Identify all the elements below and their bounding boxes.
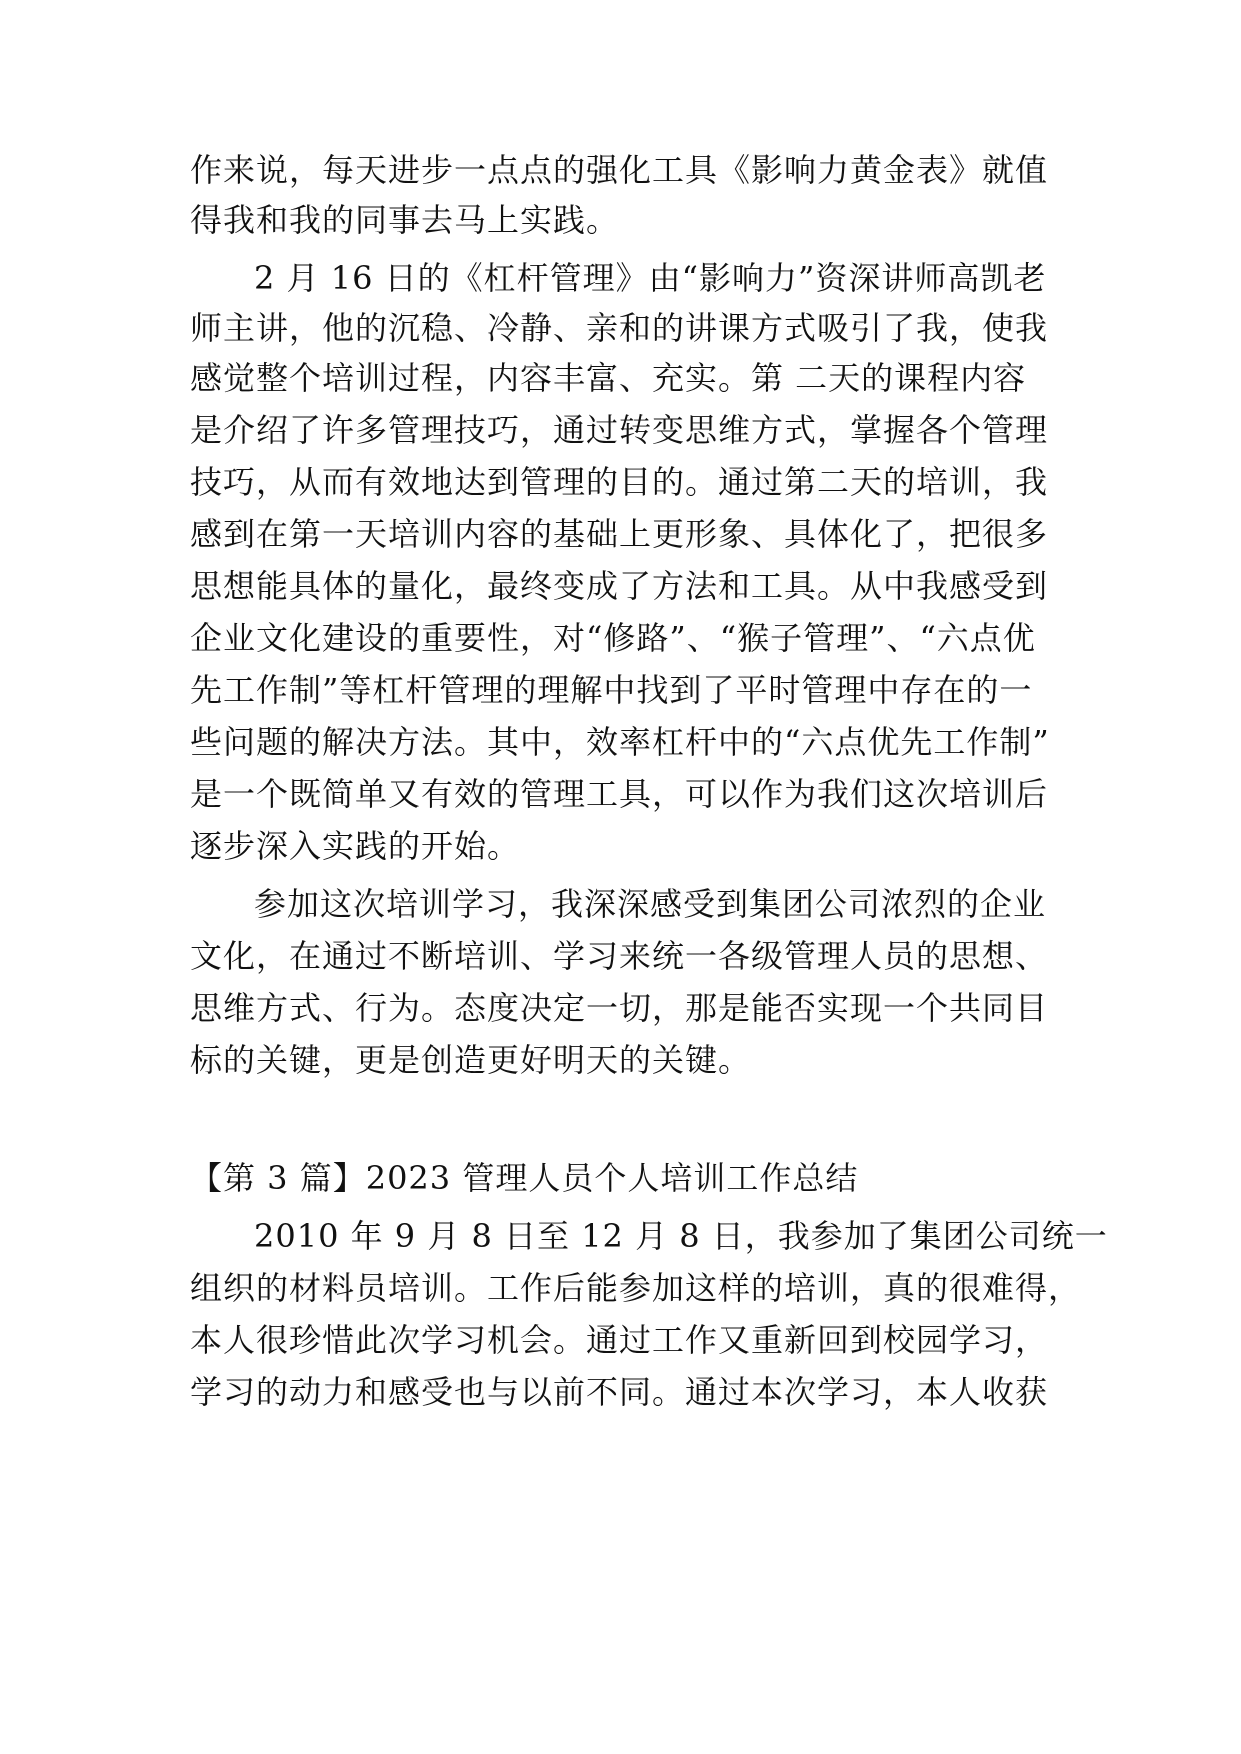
paragraph-3-line-3: 思维方式、行为。态度决定一切，那是能否实现一个共同目 [190, 989, 1049, 1027]
paragraph-4-line-3: 本人很珍惜此次学习机会。通过工作又重新回到校园学习， [190, 1321, 1049, 1359]
paragraph-2-line-7: 思想能具体的量化，最终变成了方法和工具。从中我感受到 [190, 567, 1049, 605]
paragraph-3-line-4: 标的关键，更是创造更好明天的关键。 [190, 1041, 752, 1079]
paragraph-1-line-1: 作来说，每天进步一点点的强化工具《影响力黄金表》就值 [190, 151, 1049, 189]
paragraph-2-line-5: 技巧，从而有效地达到管理的目的。通过第二天的培训，我 [190, 463, 1049, 501]
paragraph-2-line-9: 先工作制”等杠杆管理的理解中找到了平时管理中存在的一 [190, 671, 1033, 709]
paragraph-3-line-2: 文化，在通过不断培训、学习来统一各级管理人员的思想、 [190, 937, 1049, 975]
section-heading: 【第 3 篇】2023 管理人员个人培训工作总结 [190, 1159, 859, 1197]
paragraph-2-line-11: 是一个既简单又有效的管理工具，可以作为我们这次培训后 [190, 775, 1049, 813]
paragraph-4-line-2: 组织的材料员培训。工作后能参加这样的培训，真的很难得， [190, 1269, 1082, 1307]
paragraph-4-line-1: 2010 年 9 月 8 日至 12 月 8 日，我参加了集团公司统一 [254, 1217, 1108, 1255]
paragraph-2-line-10: 些问题的解决方法。其中，效率杠杆中的“六点优先工作制” [190, 723, 1050, 761]
paragraph-2-line-3: 感觉整个培训过程，内容丰富、充实。第 二天的课程内容 [190, 359, 1027, 397]
paragraph-3-line-1: 参加这次培训学习，我深深感受到集团公司浓烈的企业 [254, 885, 1047, 923]
paragraph-2-line-8: 企业文化建设的重要性，对“修路”、“猴子管理”、“六点优 [190, 619, 1036, 657]
paragraph-2-line-4: 是介绍了许多管理技巧，通过转变思维方式，掌握各个管理 [190, 411, 1049, 449]
paragraph-1-line-2: 得我和我的同事去马上实践。 [190, 201, 620, 239]
paragraph-2-line-1: 2 月 16 日的《杠杆管理》由“影响力”资深讲师高凯老 [254, 259, 1047, 297]
paragraph-2-line-6: 感到在第一天培训内容的基础上更形象、具体化了，把很多 [190, 515, 1049, 553]
paragraph-4-line-4: 学习的动力和感受也与以前不同。通过本次学习，本人收获 [190, 1373, 1049, 1411]
paragraph-2-line-2: 师主讲，他的沉稳、冷静、亲和的讲课方式吸引了我，使我 [190, 309, 1049, 347]
paragraph-2-line-12: 逐步深入实践的开始。 [190, 827, 521, 865]
